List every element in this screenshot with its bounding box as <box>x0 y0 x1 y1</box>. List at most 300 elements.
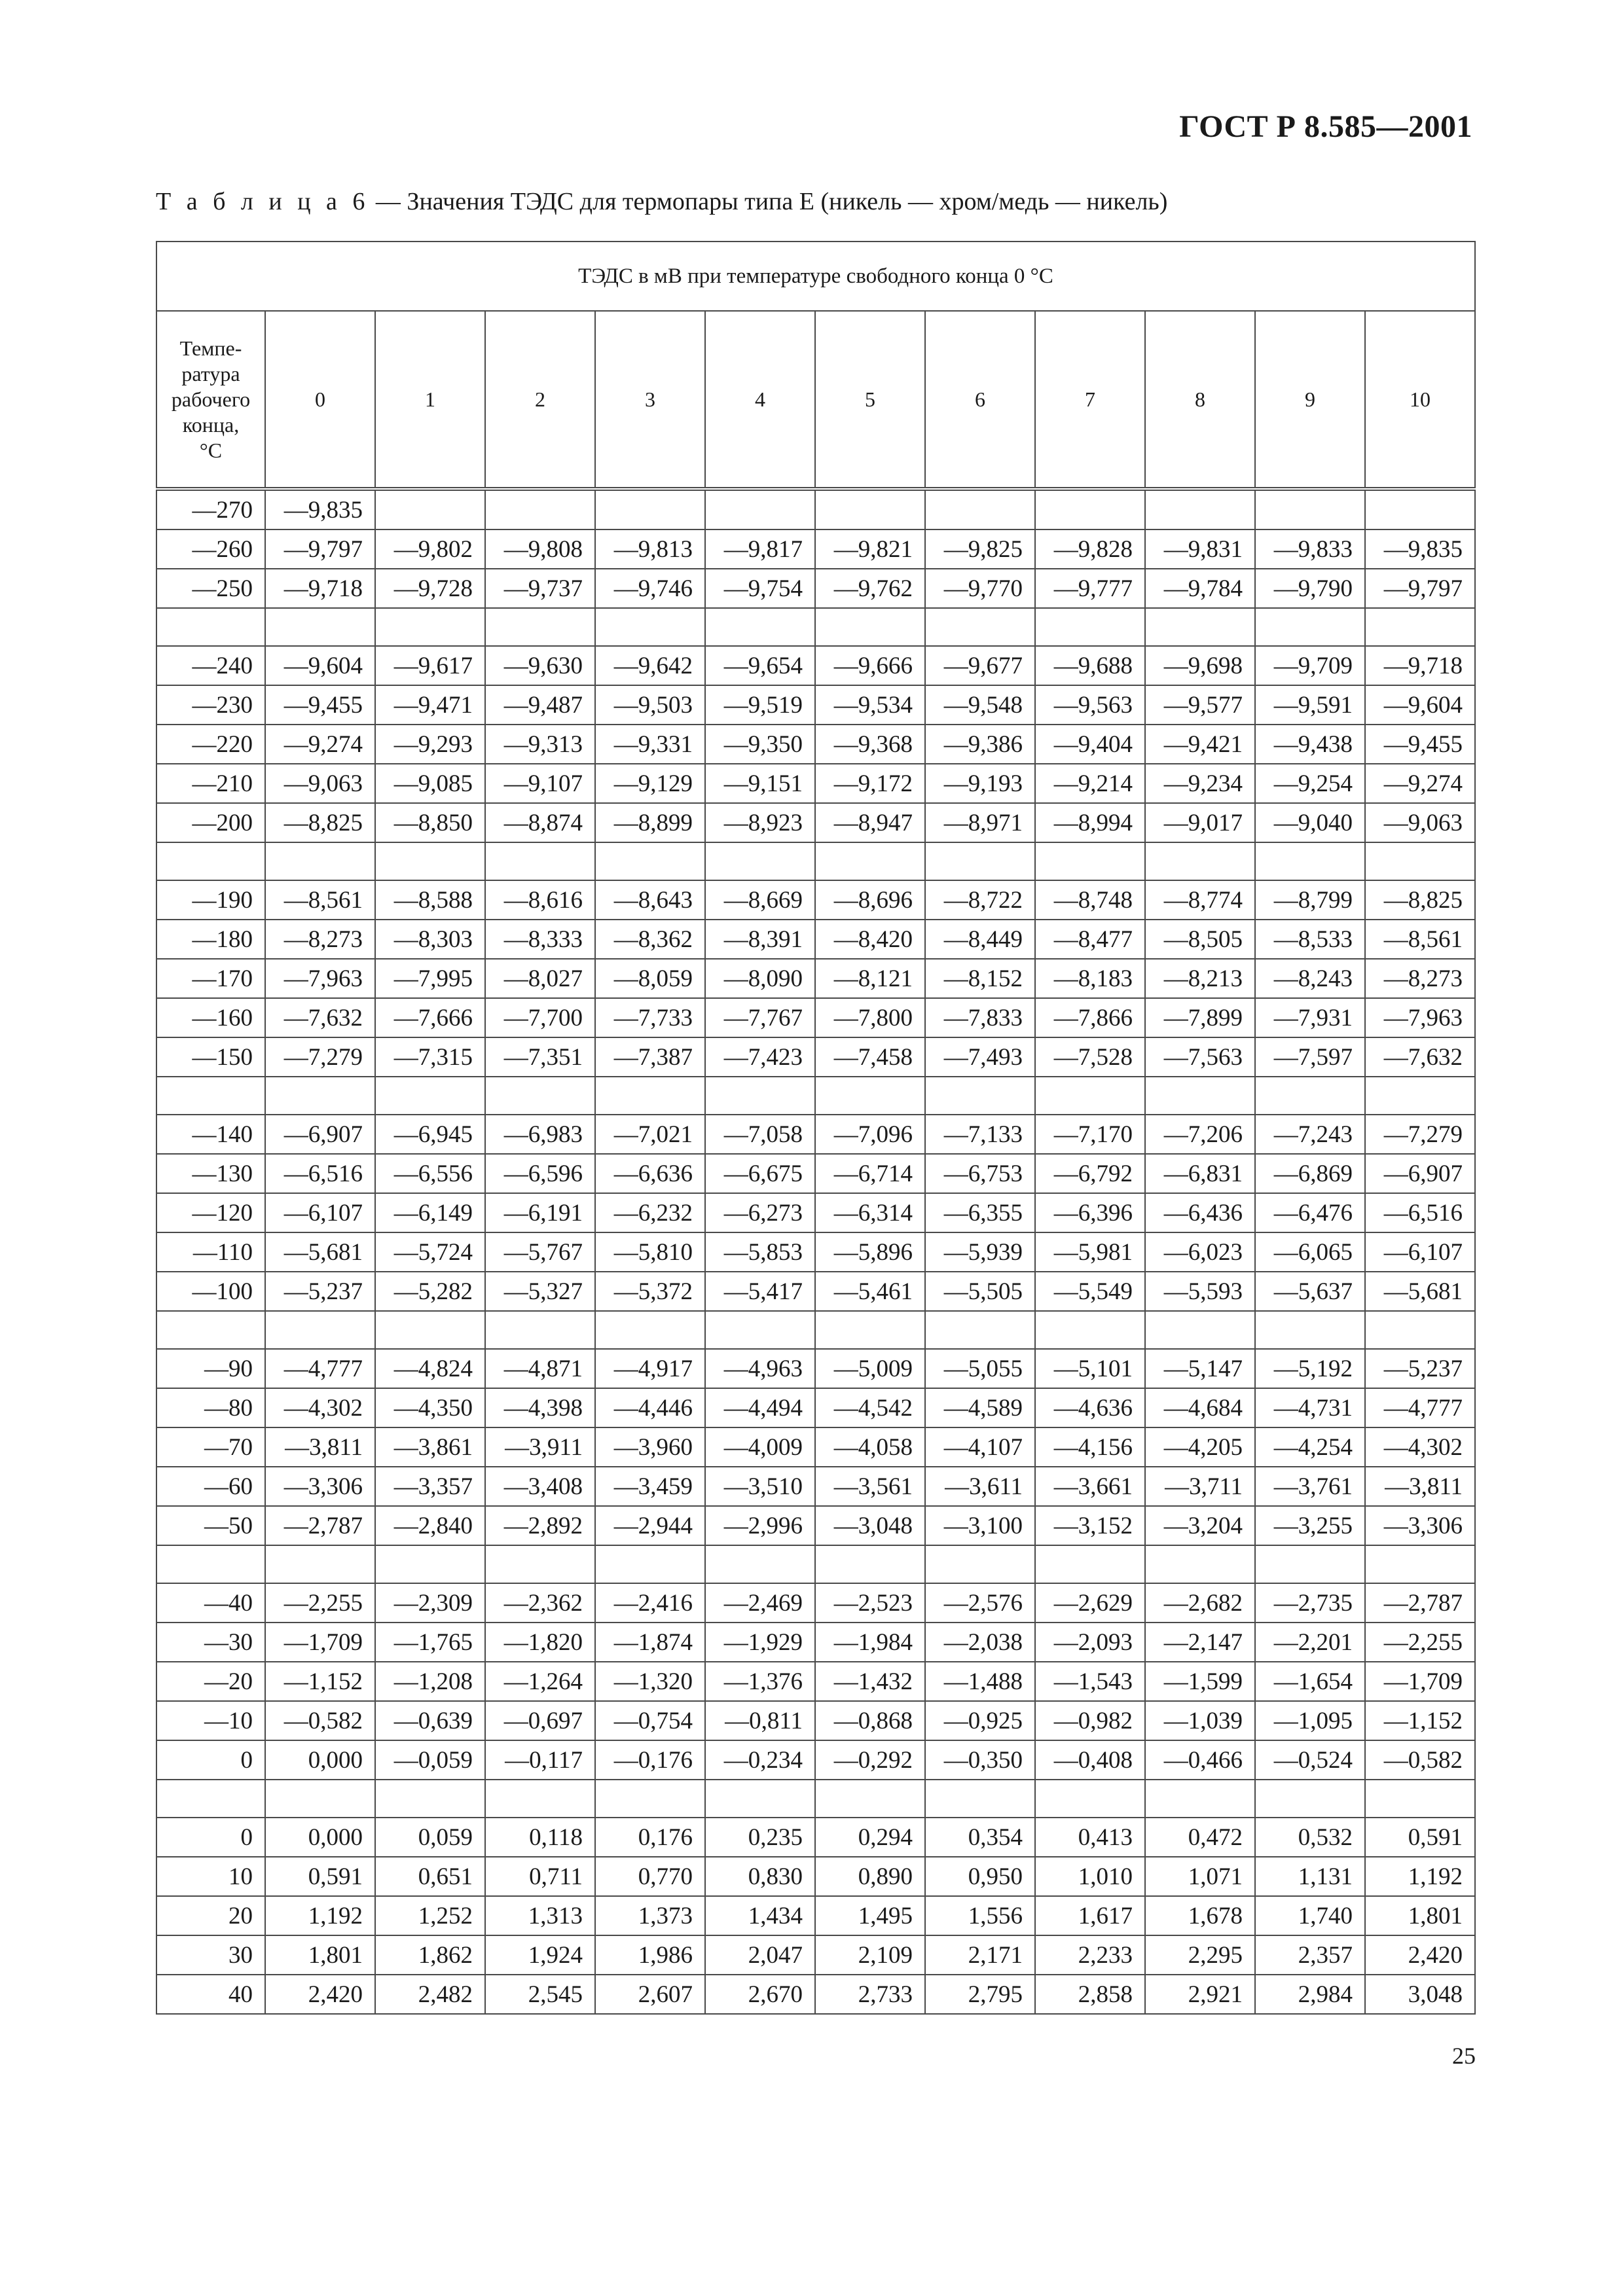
emf-value-cell: 2,171 <box>925 1935 1035 1975</box>
emf-value-cell: 2,670 <box>705 1975 815 2014</box>
emf-value-cell: —7,632 <box>1365 1037 1475 1077</box>
emf-value-cell: 2,047 <box>705 1935 815 1975</box>
emf-value-cell: 1,801 <box>1365 1896 1475 1935</box>
emf-value-cell: —8,183 <box>1035 959 1145 998</box>
emf-value-cell: —1,320 <box>595 1662 705 1701</box>
table-cell-empty <box>156 1311 265 1349</box>
emf-value-cell: —6,516 <box>265 1154 375 1193</box>
emf-value-cell: —9,107 <box>485 764 595 803</box>
emf-value-cell: 1,986 <box>595 1935 705 1975</box>
emf-value-cell: —6,191 <box>485 1193 595 1232</box>
emf-value-cell: —7,279 <box>1365 1115 1475 1154</box>
emf-value-cell: —8,362 <box>595 920 705 959</box>
emf-value-cell: —5,101 <box>1035 1349 1145 1388</box>
emf-value-cell: —4,731 <box>1255 1388 1365 1427</box>
table-cell-empty <box>705 842 815 880</box>
table-spacer-row <box>156 1077 1475 1115</box>
emf-value-cell: —0,524 <box>1255 1740 1365 1780</box>
emf-value-cell: 0,235 <box>705 1818 815 1857</box>
temperature-cell: —140 <box>156 1115 265 1154</box>
emf-value-cell <box>375 489 485 529</box>
emf-value-cell: —2,944 <box>595 1506 705 1545</box>
emf-value-cell: —9,835 <box>265 489 375 529</box>
emf-value-cell: —9,654 <box>705 646 815 685</box>
emf-value-cell: 1,862 <box>375 1935 485 1975</box>
emf-value-cell: —0,868 <box>815 1701 925 1740</box>
emf-value-cell: —3,911 <box>485 1427 595 1467</box>
emf-value-cell: —1,152 <box>265 1662 375 1701</box>
table-row <box>156 1115 1475 1154</box>
emf-value-cell: —5,417 <box>705 1272 815 1311</box>
emf-value-cell: 2,921 <box>1145 1975 1255 2014</box>
emf-value-cell: —4,302 <box>1365 1427 1475 1467</box>
table-cell-empty <box>1145 842 1255 880</box>
table-spacer-row <box>156 1780 1475 1818</box>
emf-value-cell: —5,192 <box>1255 1349 1365 1388</box>
emf-value-cell: —1,654 <box>1255 1662 1365 1701</box>
emf-value-cell: —3,960 <box>595 1427 705 1467</box>
emf-value-cell: —5,593 <box>1145 1272 1255 1311</box>
emf-value-cell: —7,170 <box>1035 1115 1145 1154</box>
emf-value-cell: —7,096 <box>815 1115 925 1154</box>
emf-value-cell: —9,350 <box>705 725 815 764</box>
emf-value-cell: —1,152 <box>1365 1701 1475 1740</box>
emf-value-cell: 0,591 <box>265 1857 375 1896</box>
emf-value-cell: —6,831 <box>1145 1154 1255 1193</box>
emf-value-cell: —9,777 <box>1035 569 1145 608</box>
emf-value-cell: —0,754 <box>595 1701 705 1740</box>
emf-value-cell: —8,825 <box>265 803 375 842</box>
emf-value-cell: —7,279 <box>265 1037 375 1077</box>
emf-value-cell: —9,063 <box>1365 803 1475 842</box>
emf-value-cell: —9,085 <box>375 764 485 803</box>
emf-value-cell: —9,017 <box>1145 803 1255 842</box>
emf-value-cell: —5,327 <box>485 1272 595 1311</box>
emf-value-cell: —7,899 <box>1145 998 1255 1037</box>
temperature-cell: 10 <box>156 1857 265 1896</box>
emf-value-cell: —9,630 <box>485 646 595 685</box>
emf-value-cell: —0,117 <box>485 1740 595 1780</box>
emf-value-cell: —9,808 <box>485 529 595 569</box>
emf-value-cell: 0,118 <box>485 1818 595 1857</box>
page-number: 25 <box>1452 2043 1476 2069</box>
emf-value-cell: —1,984 <box>815 1623 925 1662</box>
emf-value-cell: —9,688 <box>1035 646 1145 685</box>
emf-value-cell: —9,293 <box>375 725 485 764</box>
emf-value-cell: —3,811 <box>265 1427 375 1467</box>
emf-value-cell: —7,666 <box>375 998 485 1037</box>
table-cell-empty <box>925 1077 1035 1115</box>
column-header: 10 <box>1365 311 1475 489</box>
emf-value-cell: 2,607 <box>595 1975 705 2014</box>
table-cell-empty <box>1365 1311 1475 1349</box>
table-cell-empty <box>595 1077 705 1115</box>
temperature-cell: —100 <box>156 1272 265 1311</box>
emf-value-cell: 0,294 <box>815 1818 925 1857</box>
emf-value-cell: —7,493 <box>925 1037 1035 1077</box>
table-cell-empty <box>1365 608 1475 646</box>
emf-value-cell: —2,255 <box>1365 1623 1475 1662</box>
emf-value-cell: —9,817 <box>705 529 815 569</box>
emf-value-cell: —4,494 <box>705 1388 815 1427</box>
temperature-header-line: конца, <box>182 412 240 437</box>
temperature-cell: —110 <box>156 1232 265 1272</box>
table-cell-empty <box>705 1311 815 1349</box>
emf-value-cell: —8,561 <box>1365 920 1475 959</box>
emf-value-cell: —7,733 <box>595 998 705 1037</box>
table-cell-empty <box>156 1545 265 1583</box>
table-row <box>156 1896 1475 1935</box>
emf-value-cell: —8,152 <box>925 959 1035 998</box>
table-cell-empty <box>375 842 485 880</box>
emf-value-cell: —3,561 <box>815 1467 925 1506</box>
column-header: 1 <box>375 311 485 489</box>
emf-value-cell: —4,917 <box>595 1349 705 1388</box>
emf-value-cell: —4,398 <box>485 1388 595 1427</box>
table-cell-empty <box>1365 1077 1475 1115</box>
emf-value-cell: —0,582 <box>265 1701 375 1740</box>
emf-value-cell: —8,449 <box>925 920 1035 959</box>
emf-value-cell: —4,636 <box>1035 1388 1145 1427</box>
emf-value-cell: —1,543 <box>1035 1662 1145 1701</box>
table-cell-empty <box>1035 842 1145 880</box>
emf-value-cell: —6,476 <box>1255 1193 1365 1232</box>
table-cell-empty <box>815 608 925 646</box>
emf-value-cell: 1,924 <box>485 1935 595 1975</box>
emf-value-cell: —9,438 <box>1255 725 1365 764</box>
table-row <box>156 1467 1475 1506</box>
emf-value-cell: —0,697 <box>485 1701 595 1740</box>
emf-value-cell: —9,718 <box>1365 646 1475 685</box>
emf-value-cell: —8,561 <box>265 880 375 920</box>
emf-value-cell: 0,950 <box>925 1857 1035 1896</box>
emf-value-cell: —8,213 <box>1145 959 1255 998</box>
emf-value-cell: —9,737 <box>485 569 595 608</box>
emf-value-cell: —6,355 <box>925 1193 1035 1232</box>
emf-value-cell: —3,761 <box>1255 1467 1365 1506</box>
table-row <box>156 1349 1475 1388</box>
emf-value-cell: —0,176 <box>595 1740 705 1780</box>
emf-value-cell: —8,947 <box>815 803 925 842</box>
emf-value-cell: —8,748 <box>1035 880 1145 920</box>
emf-value-cell: —5,009 <box>815 1349 925 1388</box>
table-cell-empty <box>1255 1311 1365 1349</box>
emf-value-cell: —9,591 <box>1255 685 1365 725</box>
table-cell-empty <box>485 1311 595 1349</box>
table-row <box>156 1583 1475 1623</box>
table-cell-empty <box>265 842 375 880</box>
emf-value-cell: —3,204 <box>1145 1506 1255 1545</box>
emf-value-cell: —4,107 <box>925 1427 1035 1467</box>
emf-value-cell: —5,853 <box>705 1232 815 1272</box>
emf-value-cell: —6,675 <box>705 1154 815 1193</box>
temperature-header-line: Темпе- <box>179 336 242 360</box>
temperature-header-line: ратура <box>181 361 240 386</box>
table-row <box>156 1272 1475 1311</box>
emf-value-cell: —3,861 <box>375 1427 485 1467</box>
emf-value-cell: —2,840 <box>375 1506 485 1545</box>
temperature-cell: —210 <box>156 764 265 803</box>
emf-value-cell: —1,488 <box>925 1662 1035 1701</box>
table-cell-empty <box>815 1780 925 1818</box>
temperature-cell: —220 <box>156 725 265 764</box>
table-row <box>156 489 1475 529</box>
emf-value-cell: 2,795 <box>925 1975 1035 2014</box>
emf-value-cell: —9,813 <box>595 529 705 569</box>
emf-value-cell: —0,408 <box>1035 1740 1145 1780</box>
emf-value-cell: —9,274 <box>265 725 375 764</box>
emf-value-cell: —7,767 <box>705 998 815 1037</box>
temperature-header-line: °С <box>199 438 223 462</box>
emf-value-cell: —2,469 <box>705 1583 815 1623</box>
temperature-cell: —60 <box>156 1467 265 1506</box>
table-row <box>156 998 1475 1037</box>
emf-value-cell: —9,172 <box>815 764 925 803</box>
temperature-cell: —70 <box>156 1427 265 1467</box>
table-cell-empty <box>595 842 705 880</box>
emf-value-cell: —8,774 <box>1145 880 1255 920</box>
table-cell-empty <box>265 1077 375 1115</box>
table-cell-empty <box>925 842 1035 880</box>
table-cell-empty <box>925 1311 1035 1349</box>
emf-value-cell: —9,770 <box>925 569 1035 608</box>
emf-value-cell: —6,907 <box>265 1115 375 1154</box>
emf-value-cell: 2,295 <box>1145 1935 1255 1975</box>
emf-value-cell: —9,698 <box>1145 646 1255 685</box>
emf-value-cell: —5,681 <box>1365 1272 1475 1311</box>
emf-value-cell: —3,306 <box>265 1467 375 1506</box>
emf-value-cell: —8,533 <box>1255 920 1365 959</box>
table-cell-empty <box>156 1780 265 1818</box>
emf-value-cell: —8,391 <box>705 920 815 959</box>
table-row <box>156 1818 1475 1857</box>
emf-value-cell: —7,931 <box>1255 998 1365 1037</box>
emf-value-cell: —9,825 <box>925 529 1035 569</box>
emf-value-cell: 2,733 <box>815 1975 925 2014</box>
emf-value-cell: —9,604 <box>1365 685 1475 725</box>
emf-value-cell: 0,890 <box>815 1857 925 1896</box>
emf-value-cell: —9,254 <box>1255 764 1365 803</box>
column-header: 2 <box>485 311 595 489</box>
emf-value-cell: —5,505 <box>925 1272 1035 1311</box>
emf-value-cell: 2,482 <box>375 1975 485 2014</box>
table-row <box>156 529 1475 569</box>
temperature-cell: —240 <box>156 646 265 685</box>
emf-value-cell: —8,923 <box>705 803 815 842</box>
emf-value-cell: —0,811 <box>705 1701 815 1740</box>
emf-value-cell: 0,651 <box>375 1857 485 1896</box>
emf-value-cell: —6,792 <box>1035 1154 1145 1193</box>
emf-value-cell: —0,582 <box>1365 1740 1475 1780</box>
table-row <box>156 920 1475 959</box>
emf-value-cell: —8,616 <box>485 880 595 920</box>
temperature-cell: —270 <box>156 489 265 529</box>
emf-value-cell: —5,282 <box>375 1272 485 1311</box>
emf-value-cell: —8,669 <box>705 880 815 920</box>
table-cell-empty <box>1365 1545 1475 1583</box>
emf-value-cell: —1,820 <box>485 1623 595 1662</box>
table-cell-empty <box>156 608 265 646</box>
emf-value-cell: —8,971 <box>925 803 1035 842</box>
table-spacer-row <box>156 1545 1475 1583</box>
emf-value-cell: —6,516 <box>1365 1193 1475 1232</box>
emf-value-cell: —9,790 <box>1255 569 1365 608</box>
emf-value-cell: —7,133 <box>925 1115 1035 1154</box>
emf-value-cell: —3,100 <box>925 1506 1035 1545</box>
table-row <box>156 1154 1475 1193</box>
table-cell-empty <box>925 1780 1035 1818</box>
table-caption-text: — Значения ТЭДС для термопары типа Е (никель — хром/медь — никель) <box>375 188 1168 215</box>
temperature-cell: —80 <box>156 1388 265 1427</box>
emf-value-cell: —7,963 <box>265 959 375 998</box>
emf-value-cell: —0,466 <box>1145 1740 1255 1780</box>
emf-value-cell: —9,487 <box>485 685 595 725</box>
emf-value-cell: —6,945 <box>375 1115 485 1154</box>
emf-value-cell: 1,192 <box>265 1896 375 1935</box>
table-row <box>156 685 1475 725</box>
emf-value-cell: —9,214 <box>1035 764 1145 803</box>
table-cell-empty <box>815 1545 925 1583</box>
emf-value-cell: —8,722 <box>925 880 1035 920</box>
emf-value-cell: —2,787 <box>1365 1583 1475 1623</box>
table-row <box>156 803 1475 842</box>
emf-value-cell: —7,597 <box>1255 1037 1365 1077</box>
emf-value-cell: —9,331 <box>595 725 705 764</box>
emf-value-cell: —9,563 <box>1035 685 1145 725</box>
table-cell-empty <box>1035 1545 1145 1583</box>
emf-value-cell: —6,714 <box>815 1154 925 1193</box>
emf-value-cell: —9,833 <box>1255 529 1365 569</box>
table-caption-label: Т а б л и ц а 6 <box>156 188 370 215</box>
emf-value-cell: 0,532 <box>1255 1818 1365 1857</box>
table-cell-empty <box>595 608 705 646</box>
emf-value-cell: —8,477 <box>1035 920 1145 959</box>
table-cell-empty <box>485 1545 595 1583</box>
table-cell-empty <box>925 608 1035 646</box>
emf-value-cell: —8,243 <box>1255 959 1365 998</box>
emf-value-cell: —8,505 <box>1145 920 1255 959</box>
emf-value-cell: —3,661 <box>1035 1467 1145 1506</box>
emf-value-cell: —9,797 <box>265 529 375 569</box>
emf-value-cell: —9,835 <box>1365 529 1475 569</box>
emf-value-cell: —7,800 <box>815 998 925 1037</box>
emf-value-cell: 1,373 <box>595 1896 705 1935</box>
temperature-cell: 0 <box>156 1818 265 1857</box>
emf-value-cell: 2,357 <box>1255 1935 1365 1975</box>
emf-value-cell: —5,637 <box>1255 1272 1365 1311</box>
emf-value-cell: —6,983 <box>485 1115 595 1154</box>
emf-value-cell: 1,556 <box>925 1896 1035 1935</box>
thermo-emf-table <box>156 241 1476 2015</box>
emf-value-cell: —6,107 <box>1365 1232 1475 1272</box>
emf-value-cell: —9,666 <box>815 646 925 685</box>
emf-value-cell: 0,711 <box>485 1857 595 1896</box>
emf-value-cell: —6,107 <box>265 1193 375 1232</box>
emf-value-cell: —9,404 <box>1035 725 1145 764</box>
emf-value-cell: —9,797 <box>1365 569 1475 608</box>
emf-value-cell: —5,767 <box>485 1232 595 1272</box>
emf-value-cell: —9,617 <box>375 646 485 685</box>
table-cell-empty <box>1365 1780 1475 1818</box>
emf-value-cell: —5,055 <box>925 1349 1035 1388</box>
emf-value-cell: —9,151 <box>705 764 815 803</box>
temperature-cell: —20 <box>156 1662 265 1701</box>
emf-value-cell: 2,545 <box>485 1975 595 2014</box>
emf-value-cell: —4,777 <box>265 1349 375 1388</box>
temperature-cell: 0 <box>156 1740 265 1780</box>
document-code: ГОСТ Р 8.585—2001 <box>1179 109 1472 144</box>
table-row <box>156 1193 1475 1232</box>
table-cell-empty <box>815 1311 925 1349</box>
emf-value-cell: —9,519 <box>705 685 815 725</box>
table-cell-empty <box>1145 1311 1255 1349</box>
emf-value-cell: —8,303 <box>375 920 485 959</box>
table-cell-empty <box>1035 1780 1145 1818</box>
emf-value-cell <box>595 489 705 529</box>
table-row <box>156 1623 1475 1662</box>
emf-value-cell: —1,929 <box>705 1623 815 1662</box>
emf-value-cell: —9,821 <box>815 529 925 569</box>
emf-value-cell: —9,831 <box>1145 529 1255 569</box>
emf-value-cell: —0,982 <box>1035 1701 1145 1740</box>
temperature-cell: 20 <box>156 1896 265 1935</box>
emf-value-cell <box>485 489 595 529</box>
emf-value-cell: —9,784 <box>1145 569 1255 608</box>
emf-value-cell: —2,038 <box>925 1623 1035 1662</box>
emf-value-cell: —6,065 <box>1255 1232 1365 1272</box>
emf-value-cell: 0,413 <box>1035 1818 1145 1857</box>
emf-value-cell: —4,446 <box>595 1388 705 1427</box>
emf-value-cell: 1,252 <box>375 1896 485 1935</box>
table-cell-empty <box>375 1780 485 1818</box>
table-cell-empty <box>375 608 485 646</box>
emf-value-cell: —1,264 <box>485 1662 595 1701</box>
temperature-cell: —50 <box>156 1506 265 1545</box>
emf-value-cell: —2,787 <box>265 1506 375 1545</box>
emf-value-cell: —9,754 <box>705 569 815 608</box>
emf-value-cell: —9,709 <box>1255 646 1365 685</box>
emf-value-cell: 1,740 <box>1255 1896 1365 1935</box>
emf-value-cell: 1,192 <box>1365 1857 1475 1896</box>
emf-value-cell: —9,728 <box>375 569 485 608</box>
emf-value-cell: 1,010 <box>1035 1857 1145 1896</box>
emf-value-cell: 1,131 <box>1255 1857 1365 1896</box>
emf-value-cell: —9,503 <box>595 685 705 725</box>
emf-value-cell <box>1035 489 1145 529</box>
temperature-cell: 40 <box>156 1975 265 2014</box>
emf-value-cell: —9,718 <box>265 569 375 608</box>
emf-value-cell: —5,461 <box>815 1272 925 1311</box>
emf-value-cell: —0,350 <box>925 1740 1035 1780</box>
emf-value-cell: 1,617 <box>1035 1896 1145 1935</box>
emf-value-cell: —3,357 <box>375 1467 485 1506</box>
table-spacer-row <box>156 1311 1475 1349</box>
emf-value-cell: —9,368 <box>815 725 925 764</box>
emf-value-cell: —6,753 <box>925 1154 1035 1193</box>
emf-value-cell: —0,234 <box>705 1740 815 1780</box>
table-cell-empty <box>1255 1780 1365 1818</box>
table-cell-empty <box>1145 1077 1255 1115</box>
emf-value-cell <box>1255 489 1365 529</box>
table-cell-empty <box>375 1311 485 1349</box>
table-row <box>156 1037 1475 1077</box>
table-cell-empty <box>1255 1077 1365 1115</box>
emf-value-cell: —4,542 <box>815 1388 925 1427</box>
emf-value-cell: —8,420 <box>815 920 925 959</box>
emf-value-cell: —7,995 <box>375 959 485 998</box>
table-cell-empty <box>595 1780 705 1818</box>
temperature-cell: —90 <box>156 1349 265 1388</box>
